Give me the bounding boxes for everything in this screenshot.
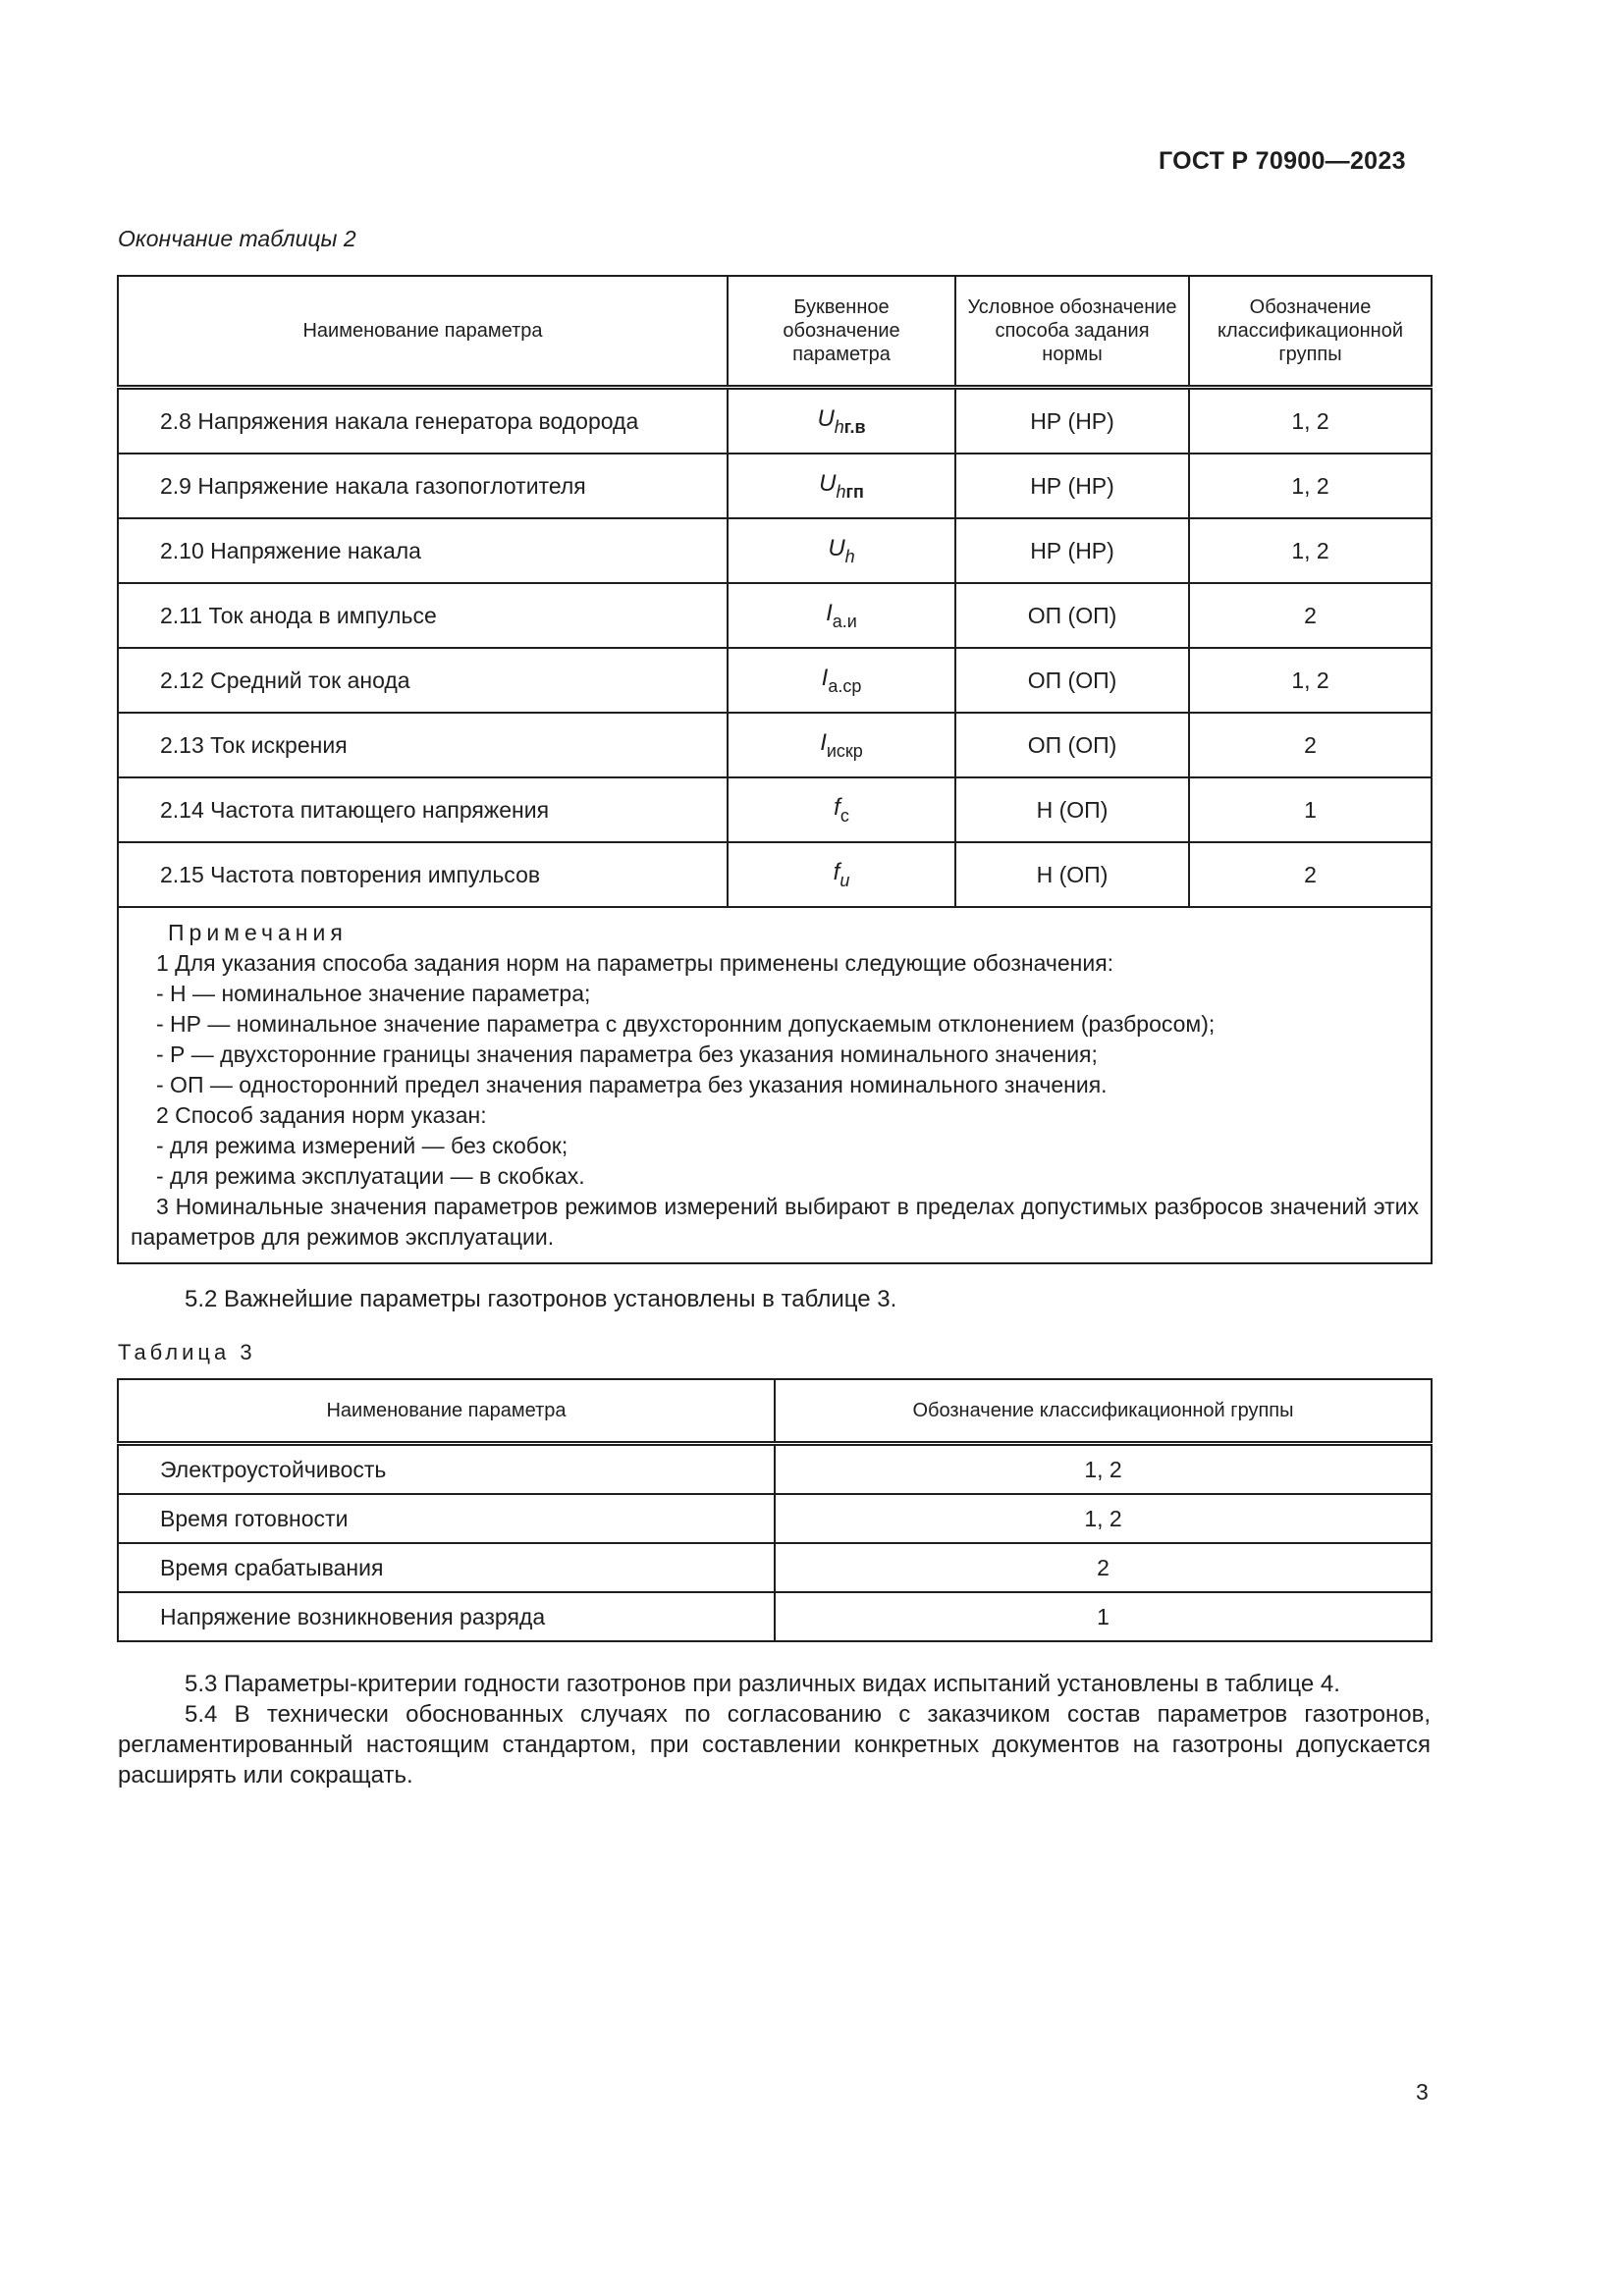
- notes-title: Примечания: [168, 920, 348, 945]
- class-group: 1, 2: [775, 1494, 1432, 1543]
- table-continuation-caption: Окончание таблицы 2: [118, 226, 356, 251]
- class-group: 2: [775, 1543, 1432, 1592]
- table-notes: [118, 907, 1432, 1263]
- param-name: 2.15 Частота повторения импульсов: [118, 842, 728, 907]
- param-name: Время готовности: [118, 1494, 775, 1543]
- param-name: 2.8 Напряжения накала генератора водорода: [118, 388, 728, 454]
- param-name: 2.13 Ток искрения: [118, 713, 728, 777]
- table-row: [118, 388, 1432, 454]
- note-line: - для режима измерений — без скобок;: [156, 1133, 568, 1158]
- norm-method: НР (НР): [955, 454, 1189, 518]
- param-name: 2.10 Напряжение накала: [118, 518, 728, 583]
- norm-method: ОП (ОП): [955, 713, 1189, 777]
- param-name: Электроустойчивость: [118, 1444, 775, 1495]
- table-row: [118, 1494, 1432, 1543]
- param-symbol: $I_{а.и}$: [728, 583, 955, 648]
- param-name: 2.14 Частота питающего напряжения: [118, 777, 728, 842]
- class-group: 2: [1189, 583, 1432, 648]
- param-symbol: $f_с$: [728, 777, 955, 842]
- norm-method: НР (НР): [955, 518, 1189, 583]
- norm-method: Н (ОП): [955, 777, 1189, 842]
- table-header-row: [118, 276, 1432, 388]
- param-symbol: $f_и$: [728, 842, 955, 907]
- table-row: [118, 842, 1432, 907]
- param-name: 2.12 Средний ток анода: [118, 648, 728, 713]
- param-name: 2.9 Напряжение накала газопоглотителя: [118, 454, 728, 518]
- page-number: 3: [1416, 2079, 1429, 2105]
- document-id: ГОСТ Р 70900—2023: [1159, 147, 1406, 175]
- note-line: 1 Для указания способа задания норм на параметры применены следующие обозначения:: [156, 950, 1114, 976]
- class-group: 1, 2: [775, 1444, 1432, 1495]
- table-row: [118, 583, 1432, 648]
- table-row: [118, 1444, 1432, 1495]
- param-name: Время срабатывания: [118, 1543, 775, 1592]
- column-header: Наименование параметра: [118, 276, 728, 388]
- class-group: 2: [1189, 713, 1432, 777]
- param-symbol: $I_{а.ср}$: [728, 648, 955, 713]
- param-symbol: $U_{hгп}$: [728, 454, 955, 518]
- param-symbol: $U_h$: [728, 518, 955, 583]
- table-row: [118, 1543, 1432, 1592]
- table-row: [118, 713, 1432, 777]
- column-header: Условное обозначение способа задания нормы: [955, 276, 1189, 388]
- note-line: 2 Способ задания норм указан:: [156, 1102, 487, 1128]
- norm-method: НР (НР): [955, 388, 1189, 454]
- note-3: 3 Номинальные значения параметров режимов измерений выбирают в пределах допустимых разбросов значений этих параметров для режимов эксплуатации.: [131, 1194, 1419, 1250]
- class-group: 1, 2: [1189, 454, 1432, 518]
- param-symbol: $U_{hг.в}$: [728, 388, 955, 454]
- note-line: - Р — двухсторонние границы значения параметра без указания номинального значения;: [156, 1041, 1098, 1067]
- param-name: 2.11 Ток анода в импульсе: [118, 583, 728, 648]
- column-header: Буквенное обозначение параметра: [728, 276, 955, 388]
- class-group: 2: [1189, 842, 1432, 907]
- table-row: [118, 518, 1432, 583]
- table-row: [118, 454, 1432, 518]
- param-symbol: $I_{искр}$: [728, 713, 955, 777]
- body-text: [118, 1669, 1431, 1790]
- column-header: Обозначение классификационной группы: [775, 1379, 1432, 1444]
- class-group: 1, 2: [1189, 648, 1432, 713]
- table-row: [118, 777, 1432, 842]
- table-2: [117, 275, 1433, 1264]
- note-line: - ОП — односторонний предел значения параметра без указания номинального значения.: [156, 1072, 1108, 1097]
- note-line: - НР — номинальное значение параметра с двухсторонним допускаемым отклонением (разбросом);: [156, 1011, 1216, 1037]
- class-group: 1: [775, 1592, 1432, 1641]
- paragraph-5-4: 5.4 В технически обоснованных случаях по согласованию с заказчиком состав параметров газотронов, регламентированный настоящим стандартом, при составлении конкретных документов на газотроны допускается расширять или сокращать.: [118, 1701, 1431, 1789]
- note-line: - Н — номинальное значение параметра;: [156, 981, 591, 1006]
- table-3: [117, 1378, 1433, 1642]
- table-header-row: [118, 1379, 1432, 1444]
- table-row: [118, 648, 1432, 713]
- table-3-caption: Таблица 3: [118, 1340, 256, 1364]
- class-group: 1, 2: [1189, 388, 1432, 454]
- param-name: Напряжение возникновения разряда: [118, 1592, 775, 1641]
- notes-row: [118, 907, 1432, 1263]
- note-line: - для режима эксплуатации — в скобках.: [156, 1163, 585, 1189]
- class-group: 1: [1189, 777, 1432, 842]
- norm-method: ОП (ОП): [955, 648, 1189, 713]
- paragraph-5-2: 5.2 Важнейшие параметры газотронов установлены в таблице 3.: [185, 1286, 897, 1312]
- norm-method: Н (ОП): [955, 842, 1189, 907]
- table-row: [118, 1592, 1432, 1641]
- paragraph-5-3: 5.3 Параметры-критерии годности газотронов при различных видах испытаний установлены в таблице 4.: [185, 1671, 1340, 1697]
- column-header: Обозначение классификационной группы: [1189, 276, 1432, 388]
- class-group: 1, 2: [1189, 518, 1432, 583]
- column-header: Наименование параметра: [118, 1379, 775, 1444]
- norm-method: ОП (ОП): [955, 583, 1189, 648]
